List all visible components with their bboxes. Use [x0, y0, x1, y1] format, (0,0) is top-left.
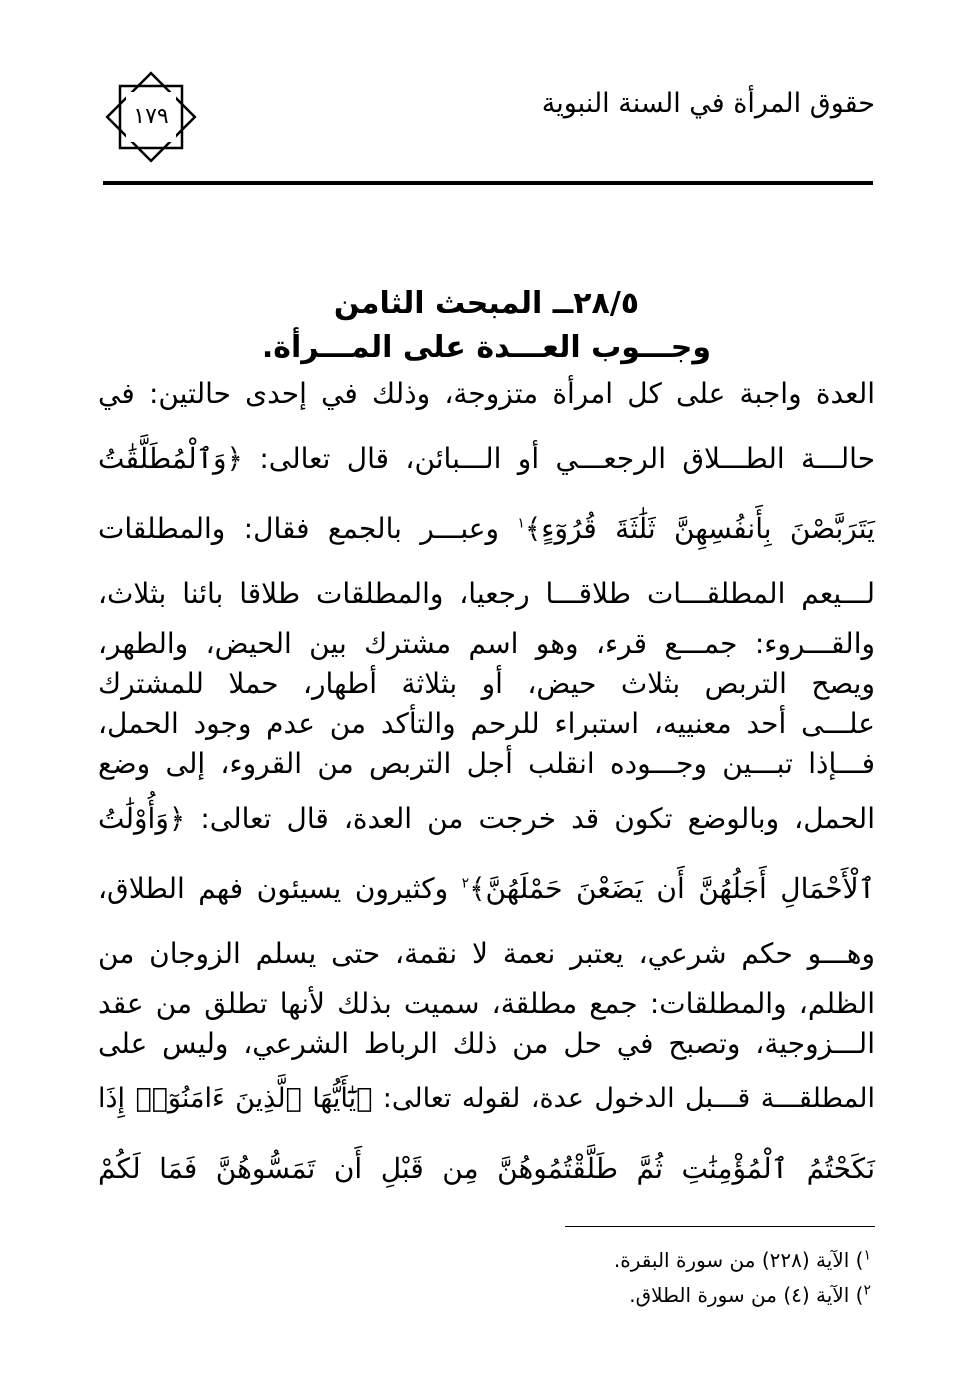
- quran-verse: يَتَرَبَّصْنَ بِأَنفُسِهِنَّ ثَلَٰثَةَ قُرُوٓءٍ﴾: [524, 512, 875, 545]
- footnote-text: الآية (٢٢٨) من سورة البقرة.: [613, 1248, 850, 1272]
- quran-verse: ﴿وَأُوْلَٰتُ: [98, 802, 186, 835]
- body-text: [98, 364, 875, 1204]
- footnote-marker: ٢: [461, 875, 470, 892]
- footnotes: [614, 1243, 871, 1313]
- text-line: العدة واجبة على كل امرأة متزوجة، وذلك في إحدى حالتين: في: [98, 377, 875, 410]
- text-line: وهـــو حكم شرعي، يعتبر نعمة لا نقمة، حتى يسلم الزوجان من: [98, 937, 875, 970]
- text-line: [98, 1134, 875, 1204]
- running-title: حقوق المرأة في السنة النبوية: [541, 88, 875, 119]
- text-line: ٱلْأَحْمَالِ أَجَلُهُنَّ أَن يَضَعْنَ حَمْلَهُنَّ﴾$^٢$ وكثيرون يسيئون فهم الطلاق،: [98, 872, 876, 905]
- footnote-item: $^١$) الآية (٢٢٨) من سورة البقرة.: [613, 1247, 871, 1272]
- text-line: حالـــة الطـــلاق الرجعـــي أو الـــبائن، قال تعالى: ﴿وَٱلْمُطَلَّقَٰتُ: [98, 442, 875, 475]
- text-line: علـــى أحد معنييه، استبراء للرحم والتأكد من عدم وجود الحمل،: [98, 707, 875, 740]
- text-line: الـــزوجية، وتصبح في حل من ذلك الرباط الشرعي، وليس على: [98, 1027, 875, 1060]
- text-line: ويصح التربص بثلاث حيض، أو بثلاثة أطهار، حملا للمشترك: [98, 667, 875, 700]
- section-heading: [98, 282, 875, 370]
- text-line: لـــيعم المطلقـــات طلاقـــا رجعيا، والمطلقات طلاقا بائنا بثلاث،: [98, 577, 875, 610]
- heading-line-1: ٢٨/٥ــ المبحث الثامن: [333, 286, 640, 321]
- footnote-number: ٢: [863, 1282, 871, 1299]
- quran-verse: ﴿وَٱلْمُطَلَّقَٰتُ: [98, 442, 243, 475]
- text-line: فـــإذا تبـــين وجـــوده انقلب أجل التربص من القروء، إلى وضع: [98, 747, 875, 780]
- quran-verse: ﴿يَٰٓأَيُّهَا ٱلَّذِينَ ءَامَنُوٓا۟ إِذَا: [98, 1083, 373, 1114]
- footnote-text: الآية (٤) من سورة الطلاق.: [629, 1283, 850, 1307]
- text-line: والقـــروء: جمـــع قرء، وهو اسم مشترك بين الحيض، والطهر،: [98, 627, 875, 660]
- footnote-divider: [565, 1226, 875, 1227]
- text-line: الظلم، والمطلقات: جمع مطلقة، سميت بذلك لأنها تطلق من عقد: [98, 987, 875, 1020]
- quran-verse: نَكَحْتُمُ ٱلْمُؤْمِنَٰتِ ثُمَّ طَلَّقْتُمُوهُنَّ مِن قَبْلِ أَن تَمَسُّوهُنَّ فَمَا لَكُمْ: [98, 1152, 875, 1185]
- text-line: يَتَرَبَّصْنَ بِأَنفُسِهِنَّ ثَلَٰثَةَ قُرُوٓءٍ﴾$^١$ وعبـــر بالجمع فقال: والمطلقات: [98, 512, 875, 545]
- page-number-ornament: [100, 66, 202, 168]
- header-divider: [103, 181, 873, 185]
- page-number: ١٧٩: [133, 104, 169, 129]
- footnote-item: $^٢$) الآية (٤) من سورة الطلاق.: [629, 1282, 871, 1307]
- quran-verse: ٱلْأَحْمَالِ أَجَلُهُنَّ أَن يَضَعْنَ حَمْلَهُنَّ﴾: [469, 872, 876, 905]
- footnote-marker: ١: [517, 515, 525, 532]
- text-line: الحمل، وبالوضع تكون قد خرجت من العدة، قال تعالى: ﴿وَأُوْلَٰتُ: [98, 802, 875, 835]
- heading-line-2: وجـــوب العـــدة على المـــرأة.: [261, 330, 712, 365]
- text-line: المطلقـــة قـــبل الدخول عدة، لقوله تعالى: ﴿يَٰٓأَيُّهَا ٱلَّذِينَ ءَامَنُوٓا۟ إِذَا: [98, 1083, 875, 1114]
- footnote-number: ١: [863, 1247, 871, 1264]
